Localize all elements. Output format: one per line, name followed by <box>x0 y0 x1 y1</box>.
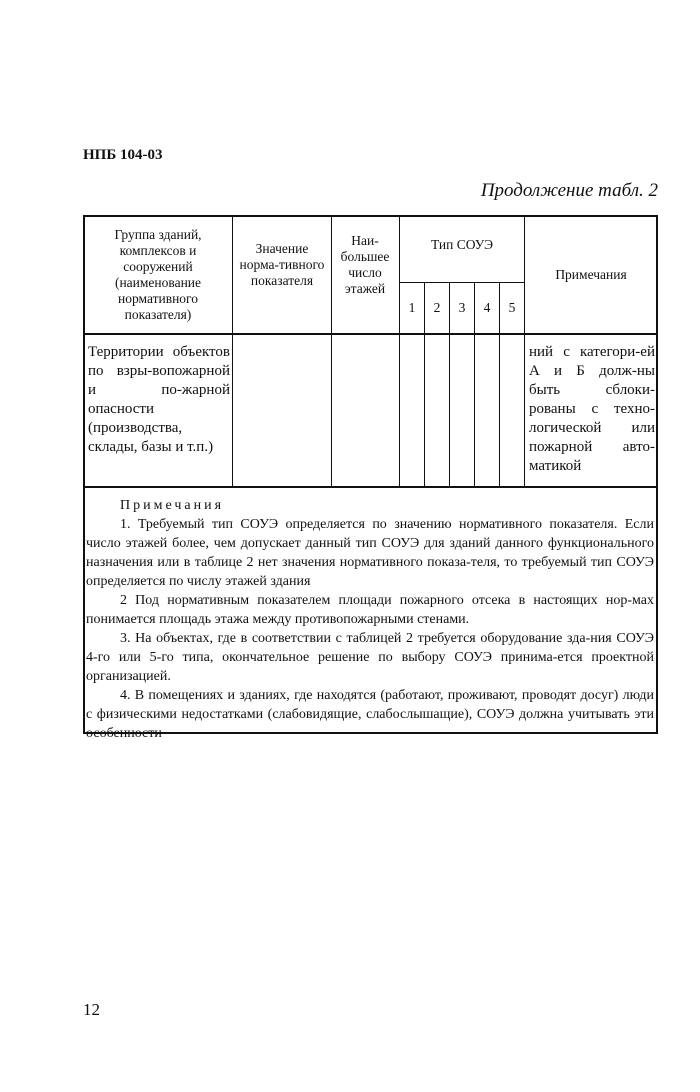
notes-title: Примечания <box>120 498 225 513</box>
table-continuation-caption: Продолжение табл. 2 <box>480 180 658 201</box>
subcolumn-4: 4 <box>483 300 491 315</box>
subcolumn-5: 5 <box>508 300 516 315</box>
note-item: 3. На объектах, где в соответствии с таблицей 2 требуется оборудование зда-ния СОУЭ 4-го или 5-го типа, окончательное решение по выбору СОУЭ принима-ется проектной организацией. <box>86 631 654 684</box>
page-number: 12 <box>83 1000 100 1019</box>
note-item: 2 Под нормативным показателем площади пожарного отсека в настоящих нор-мах понимается площадь этажа между противопожарными стенами. <box>86 593 654 627</box>
row-notes-cell: ний с категори-ей А и Б долж-ны быть сблоки-рованы с техно-логической или пожарной авто-матикой <box>529 344 655 474</box>
column-header-floors: Наи-большее число этажей <box>340 233 390 296</box>
column-header-value: Значение норма-тивного показателя <box>239 241 325 288</box>
subcolumn-3: 3 <box>458 300 466 315</box>
column-header-group: Группа зданий, комплексов и сооружений (наименование нормативного показателя) <box>114 227 202 322</box>
notes-section <box>86 496 654 743</box>
column-header-notes: Примечания <box>555 267 627 282</box>
note-item: 4. В помещениях и зданиях, где находятся (работают, проживают, проводят досуг) люди с физическими недостатками (слабовидящие, слабослышащие), СОУЭ должна учитывать эти особенности <box>86 688 654 741</box>
column-header-soue-type: Тип СОУЭ <box>430 237 494 252</box>
subcolumn-1: 1 <box>408 300 416 315</box>
note-item: 1. Требуемый тип СОУЭ определяется по значению нормативного показателя. Если число этажей более, чем допускает данный тип СОУЭ для зданий данного функционального назначения или в таблице 2 нет значения нормативного показа-теля, то требуемый тип СОУЭ определяется по числу этажей здания <box>86 517 654 589</box>
row-group-cell: Территории объектов по взры-вопожарной и по-жарной опасности (производства, склады, базы и т.п.) <box>88 344 230 455</box>
document-code: НПБ 104-03 <box>83 147 163 163</box>
subcolumn-2: 2 <box>433 300 441 315</box>
